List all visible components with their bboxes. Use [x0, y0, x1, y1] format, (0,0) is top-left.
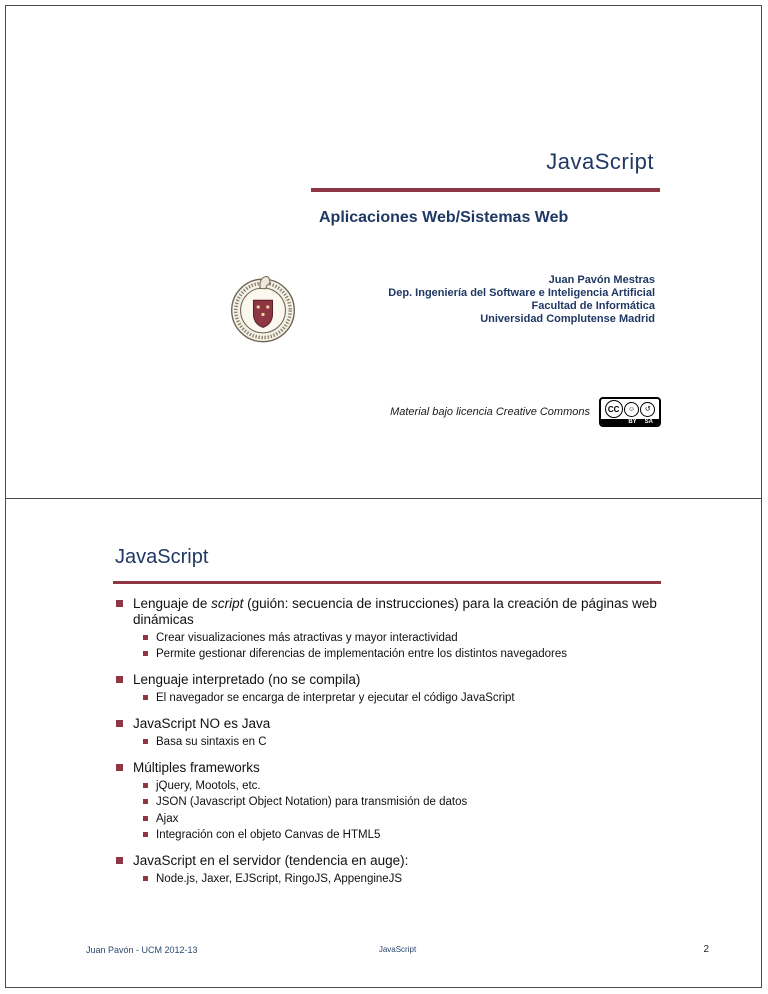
author-line: Juan Pavón Mestras [548, 274, 655, 286]
author-line: Facultad de Informática [531, 300, 655, 312]
bullet-text: Múltiples frameworks [133, 759, 260, 775]
bullet-square-icon [116, 600, 123, 607]
bullet-square-icon [116, 720, 123, 727]
bullet-text [133, 596, 676, 628]
slide-footer [86, 941, 709, 955]
sub-list-item [143, 631, 676, 645]
cc-by-label: BY [628, 419, 637, 425]
slide1-subtitle: Aplicaciones Web/Sistemas Web [319, 209, 569, 226]
bullet-square-icon [116, 676, 123, 683]
bullet-square-icon [116, 857, 123, 864]
ucm-seal-logo [229, 269, 297, 345]
license-row [390, 397, 661, 427]
slide2-title: JavaScript [115, 546, 209, 568]
sub-list-item [143, 691, 676, 705]
list-item [116, 716, 676, 732]
list-item [116, 760, 676, 776]
license-text: Material bajo licencia Creative Commons [390, 406, 590, 418]
bullet-square-icon [143, 783, 148, 788]
bullet-square-icon [143, 739, 148, 744]
bullet-text: JavaScript en el servidor (tendencia en auge): [133, 853, 409, 869]
author-line: Dep. Ingeniería del Software e Inteligencia Artificial [388, 287, 655, 299]
bullet-text-segment: (guión: secuencia de instrucciones) para la creación de páginas web dinámicas [133, 596, 657, 628]
footer-author: Juan Pavón - UCM 2012-13 [86, 945, 198, 955]
title-rule [311, 188, 660, 192]
title-rule [113, 581, 661, 584]
bullet-text: Permite gestionar diferencias de implementación entre los distintos navegadores [156, 648, 568, 661]
bullet-text: JavaScript NO es Java [133, 716, 271, 732]
slide-content [6, 498, 761, 987]
bullet-square-icon [143, 816, 148, 821]
bullet-text: Node.js, Jaxer, EJScript, RingoJS, AppengineJS [156, 872, 403, 885]
bullet-square-icon [116, 764, 123, 771]
bullet-text: El navegador se encarga de interpretar y ejecutar el código JavaScript [156, 692, 515, 705]
bullet-square-icon [143, 832, 148, 837]
bullet-square-icon [143, 799, 148, 804]
bullet-square-icon [143, 651, 148, 656]
author-block [388, 274, 655, 326]
cc-sa-label: SA [644, 419, 653, 425]
bullet-square-icon [143, 695, 148, 700]
creative-commons-badge-icon [599, 397, 661, 427]
bullet-square-icon [143, 635, 148, 640]
bullet-text-italic-segment: script [211, 596, 244, 611]
footer-page-number: 2 [703, 944, 709, 955]
author-line: Universidad Complutense Madrid [480, 313, 655, 325]
cc-sharealike-icon: ↺ [640, 402, 655, 417]
list-item [116, 672, 676, 688]
bullet-list [116, 596, 676, 886]
cc-badge-labels [601, 419, 659, 425]
bullet-text: Ajax [156, 812, 179, 825]
cc-logo-icon: CC [605, 400, 623, 418]
sub-list-item [143, 812, 676, 826]
bullet-square-icon [143, 876, 148, 881]
bullet-text: Basa su sintaxis en C [156, 735, 267, 748]
sub-list-item [143, 779, 676, 793]
list-item [116, 596, 676, 628]
slide1-title: JavaScript [546, 149, 654, 174]
sub-list-item [143, 647, 676, 661]
bullet-text: jQuery, Mootols, etc. [156, 779, 261, 792]
bullet-text-segment: Lenguaje de [133, 596, 212, 611]
document-page [5, 5, 762, 988]
slide-title [6, 6, 761, 499]
bullet-text: Crear visualizaciones más atractivas y mayor interactividad [156, 631, 458, 644]
sub-list-item [143, 828, 676, 842]
sub-list-item [143, 795, 676, 809]
cc-badge-icons [601, 399, 659, 419]
bullet-text: Lenguaje interpretado (no se compila) [133, 672, 361, 688]
bullet-text: Integración con el objeto Canvas de HTML5 [156, 829, 381, 842]
footer-title: JavaScript [378, 945, 417, 954]
cc-attribution-icon: ☺ [624, 402, 639, 417]
bullet-text: JSON (Javascript Object Notation) para transmisión de datos [156, 796, 468, 809]
sub-list-item [143, 735, 676, 749]
sub-list-item [143, 872, 676, 886]
list-item [116, 853, 676, 869]
